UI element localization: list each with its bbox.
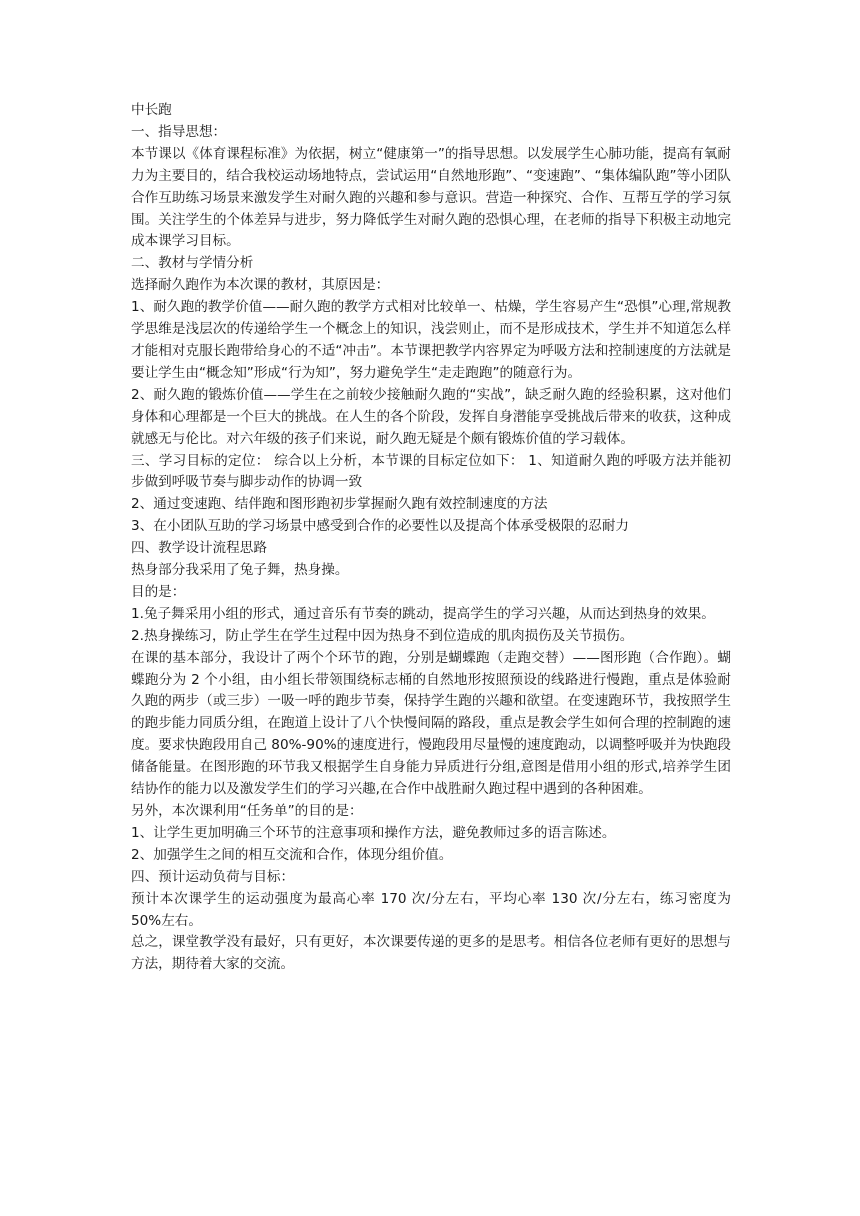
paragraph: 总之，课堂教学没有最好，只有更好，本次课要传递的更多的是思考。相信各位老师有更好的思想与方法，期待着大家的交流。 (131, 934, 731, 973)
paragraph: 3、在小团队互助的学习场景中感受到合作的必要性以及提高个体承受极限的忍耐力 (131, 518, 630, 535)
paragraph: 2、通过变速跑、结伴跑和图形跑初步掌握耐久跑有效控制速度的方法 (131, 496, 548, 513)
paragraph: 在课的基本部分，我设计了两个个环节的跑，分别是蝴蝶跑（走跑交替）——图形跑（合作跑）。蝴蝶跑分为 2 个小组，由小组长带领围绕标志桶的自然地形按照预设的线路进行慢跑，重点是体验耐久跑的两步（或三步）一吸一呼的跑步节奏，保持学生跑的兴趣和欲望。在变速跑环节，我按照学生的跑步能力同质分组，在跑道上设计了八个快慢间隔的路段，重点是教会学生如何合理的控制跑的速度。要求快跑段用自己 80%-90%的速度进行，慢跑段用尽量慢的速度跑动，以调整呼吸并为快跑段储备能量。在图形跑的环节我又根据学生自身能力异质进行分组,意图是借用小组的形式,培养学生团结协作的能力以及激发学生们的学习兴趣,在合作中战胜耐久跑过程中遇到的各种困难。 (131, 649, 731, 798)
section-heading: 二、教材与学情分析 (131, 255, 254, 272)
paragraph: 2.热身操练习，防止学生在学生过程中因为热身不到位造成的肌肉损伤及关节损伤。 (131, 627, 634, 644)
paragraph: 1.兔子舞采用小组的形式，通过音乐有节奏的跳动，提高学生的学习兴趣，从而达到热身的效果。 (131, 605, 715, 622)
paragraph: 1、让学生更加明确三个环节的注意事项和操作方法，避免教师过多的语言陈述。 (131, 824, 616, 841)
paragraph: 热身部分我采用了兔子舞，热身操。 (131, 562, 349, 579)
paragraph: 预计本次课学生的运动强度为最高心率 170 次/分左右，平均心率 130 次/分左右，练习密度为 50%左右。 (131, 890, 731, 929)
section-heading: 一、指导思想： (131, 123, 227, 140)
paragraph: 2、加强学生之间的相互交流和合作，体现分组价值。 (131, 846, 453, 863)
paragraph: 三、学习目标的定位： 综合以上分析，本节课的目标定位如下： 1、知道耐久跑的呼吸方法并能初步做到呼吸节奏与脚步动作的协调一致 (131, 452, 731, 491)
paragraph: 选择耐久跑作为本次课的教材，其原因是： (131, 277, 390, 294)
paragraph: 本节课以《体育课程标准》为依据，树立“健康第一”的指导思想。以发展学生心肺功能，提高有氧耐力为主要目的，结合我校运动场地特点，尝试运用“自然地形跑”、“变速跑”、“集体编队跑”等小团队合作互助练习场景来激发学生对耐久跑的兴趣和参与意识。营造一种探究、合作、互帮互学的学习氛围。关注学生的个体差异与进步，努力降低学生对耐久跑的恐惧心理，在老师的指导下积极主动地完成本课学习目标。 (131, 145, 731, 250)
section-heading: 四、教学设计流程思路 (131, 540, 267, 557)
document-body (131, 100, 731, 976)
section-heading: 四、预计运动负荷与目标： (131, 868, 295, 885)
document-title: 中长跑 (131, 102, 172, 118)
paragraph: 2、耐久跑的锻炼价值——学生在之前较少接触耐久跑的“实战”，缺乏耐久跑的经验积累，这对他们身体和心理都是一个巨大的挑战。在人生的各个阶段，发挥自身潜能享受挑战后带来的收获，这种成就感无与伦比。对六年级的孩子们来说，耐久跑无疑是个颇有锻炼价值的学习载体。 (131, 386, 731, 447)
paragraph: 目的是： (131, 583, 186, 600)
paragraph: 1、耐久跑的教学价值——耐久跑的教学方式相对比较单一、枯燥，学生容易产生“恐惧”心理,常规教学思维是浅层次的传递给学生一个概念上的知识，浅尝则止，而不是形成技术，学生并不知道怎么样才能相对克服长跑带给身心的不适“冲击”。本节课把教学内容界定为呼吸方法和控制速度的方法就是要让学生由“概念知”形成“行为知”，努力避免学生“走走跑跑”的随意行为。 (131, 299, 731, 381)
paragraph: 另外，本次课利用“任务单”的目的是： (131, 803, 363, 819)
